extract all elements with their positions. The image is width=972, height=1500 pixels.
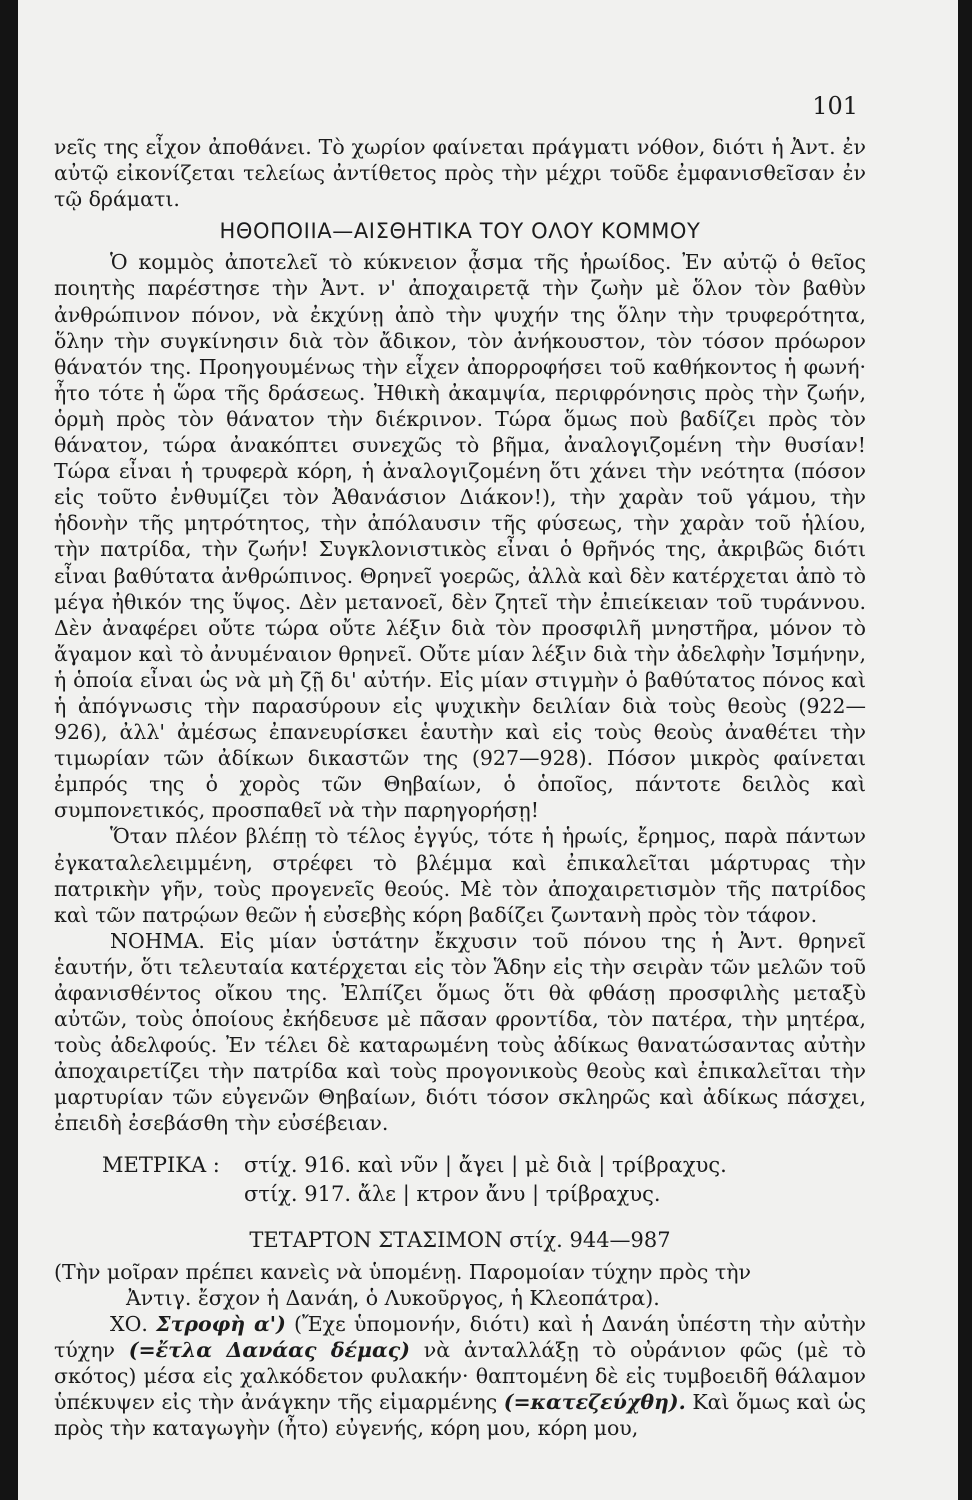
note-line-1: (Τὴν μοῖραν πρέπει κανεὶς νὰ ὑπομένῃ. Παρομοίαν τύχην πρὸς τὴν: [54, 1259, 751, 1284]
chorus-quote-1: (=ἔτλα Δανάας δέμας): [128, 1337, 410, 1362]
metrika-line-2: στίχ. 917. ἄλε | κτρον ἄνυ | τρίβραχυς.: [244, 1181, 661, 1206]
noima-label: ΝΟΗΜΑ.: [110, 928, 205, 953]
chorus-quote-2: (=κατεζεύχθη).: [503, 1390, 686, 1415]
chorus-text-2: νὰ ἀνταλλάξῃ τὸ οὐράνιον φῶς (μὲ τὸ σκότος) μέσα εἰς χαλκόδετον φυλακήν· θαπτομένη δὲ εἰς τυμβοειδῆ θάλαμον ὑπέκυψεν εἰς τὴν ἀνάγκην τῆς εἱμαρμένης: [54, 1337, 866, 1415]
strophe-label: Στροφὴ α'): [156, 1311, 286, 1336]
chorus-label: ΧΟ.: [110, 1311, 148, 1336]
paragraph-kommos: Ὁ κομμὸς ἀποτελεῖ τὸ κύκνειον ᾆσμα τῆς ἡρωίδος. Ἐν αὐτῷ ὁ θεῖος ποιητὴς παρέστησε τὴν Ἀντ. ν' ἀποχαιρετᾷ τὴν ζωὴν μὲ ὅλον τὸν βαθὺν ἀνθρώπινον πόνον, νὰ ἐκχύνῃ ἀπὸ τὴν ψυχήν της ὅλην τὴν τρυφερότητα, ὅλην τὴν συγκίνησιν διὰ τὸν ἄδικον, τὸν ἀνήκουστον, τὸν τόσον πρόωρον θάνατόν της. Προηγουμένως τὴν εἶχεν ἀπορροφήσει τοῦ καθήκοντος ἡ φωνή· ἦτο τότε ἡ ὥρα τῆς δράσεως. Ἠθικὴ ἀκαμψία, περιφρόνησις πρὸς τὴν ζωήν, ὁρμὴ πρὸς τὸν θάνατον τὴν διέκρινον. Τώρα ὅμως ποὺ βαδίζει πρὸς τὸν θάνατον, τώρα ἀνακόπτει συνεχῶς τὸ βῆμα, ἀναλογιζομένη τὴν θυσίαν! Τώρα εἶναι ἡ τρυφερὰ κόρη, ἡ ἀναλογιζομένη ὅτι χάνει τὴν νεότητα (πόσον εἰς τοῦτο ἐνθυμίζει τὸν Ἀθανάσιον Διάκον!), τὴν χαρὰν τοῦ γάμου, τὴν ἡδονὴν τῆς μητρότητος, τὴν ἀπόλαυσιν τῆς φύσεως, τὴν χαρὰν τοῦ ἡλίου, τὴν πατρίδα, τὴν ζωήν! Συγκλονιστικὸς εἶναι ὁ θρῆνός της, ἀκριβῶς διότι εἶναι βαθύτατα ἀνθρώπινος. Θρηνεῖ γοερῶς, ἀλλὰ καὶ δὲν κατέρχεται ἀπὸ τὸ μέγα ἠθικόν της ὕψος. Δὲν μετανοεῖ, δὲν ζητεῖ τὴν ἐπιείκειαν τοῦ τυράννου. Δὲν ἀναφέρει οὔτε τώρα οὔτε λέξιν διὰ τὸν προσφιλῆ μνηστῆρα, μόνον τὸ ἄγαμον καὶ τὸ ἀνυμέναιον θρηνεῖ. Οὔτε μίαν λέξιν διὰ τὴν ἀδελφὴν Ἰσμήνην, ἡ ὁποία εἶναι ὡς νὰ μὴ ζῇ δι' αὐτήν. Εἰς μίαν στιγμὴν ὁ βαθύτατος πόνος καὶ ἡ ἀπόγνωσις τὴν παρασύρουν εἰς ψυχικὴν δειλίαν διὰ τοὺς θεοὺς (922—926), ἀλλ' ἀμέσως ἐπανευρίσκει ἑαυτὴν καὶ εἰς τοὺς θεοὺς ἀναθέτει τὴν τιμωρίαν τῶν ἀδίκων δικαστῶν της (927—928). Πόσον μικρὸς φαίνεται ἐμπρός της ὁ χορὸς τῶν Θηβαίων, ὁ ὁποῖος, πάντοτε δειλὸς καὶ συμπονετικός, προσπαθεῖ νὰ τὴν παρηγορήσῃ!: [54, 250, 866, 823]
stasimon-note: [54, 1259, 866, 1311]
metrika-row-1: [54, 1151, 866, 1180]
scan-edge-left: [0, 0, 18, 1500]
metrika-line-1: στίχ. 916. καὶ νῦν | ἄγει | μὲ διὰ | τρίβραχυς.: [244, 1152, 727, 1177]
chorus-text-3: Καὶ ὅμως καὶ ὡς πρὸς τὴν καταγωγὴν (ἦτο) εὐγενής, κόρη μου, κόρη μου,: [54, 1390, 867, 1441]
paragraph-intro: νεῖς της εἶχον ἀποθάνει. Τὸ χωρίον φαίνεται πράγματι νόθον, διότι ἡ Ἀντ. ἐν αὐτῷ εἰκονίζεται τελείως ἀντίθετος πρὸς τὴν μέχρι τοῦδε ἐμφανισθεῖσαν ἐν τῷ δράματι.: [54, 135, 866, 212]
scan-edge-right: [958, 0, 972, 1500]
chorus-text-1: (Ἔχε ὑπομονήν, διότι) καὶ ἡ Δανάη ὑπέστη τὴν αὐτὴν τύχην: [54, 1311, 867, 1362]
metrika-row-2: [54, 1180, 866, 1209]
page-body: [54, 134, 866, 1441]
paragraph-chorus: [54, 1311, 866, 1441]
paragraph-end: Ὅταν πλέον βλέπῃ τὸ τέλος ἐγγύς, τότε ἡ ἡρωίς, ἔρημος, παρὰ πάντων ἐγκαταλελειμμένη, στρέφει τὸ βλέμμα καὶ ἐπικαλεῖται μάρτυρας τὴν πατρικὴν γῆν, τοὺς προγενεῖς θεούς. Μὲ τὸν ἀποχαιρετισμὸν τῆς πατρίδος καὶ τῶν πατρῴων θεῶν ἡ εὐσεβὴς κόρη βαδίζει ζωντανὴ πρὸς τὸν τάφον.: [54, 824, 866, 927]
noima-text: Εἰς μίαν ὑστάτην ἔκχυσιν τοῦ πόνου της ἡ Ἀντ. θρηνεῖ ἑαυτήν, ὅτι τελευταία κατέρχεται εἰς τὸν Ἅδην εἰς τὴν σειρὰν τῶν μελῶν τοῦ ἀφανισθέντος οἴκου της. Ἐλπίζει ὅμως ὅτι θὰ φθάσῃ προσφιλὴς μεταξὺ αὐτῶν, τοὺς ὁποίους ἐκήδευσε μὲ πᾶσαν φροντίδα, τὸν πατέρα, τὴν μητέρα, τοὺς ἀδελφούς. Ἐν τέλει δὲ καταρωμένη τοὺς ἀδίκως θανατώσαντας αὐτὴν ἀποχαιρετίζει τὴν πατρίδα καὶ τοὺς προγονικοὺς θεοὺς καὶ ἐπικαλεῖται τὴν μαρτυρίαν τῶν εὐγενῶν Θηβαίων, διότι τόσον σκληρῶς καὶ ἀδίκως πάσχει, ἐπειδὴ ἐσεβάσθη τὴν εὐσέβειαν.: [54, 928, 866, 1136]
metrika-label: ΜΕΤΡΙΚΑ :: [102, 1152, 220, 1177]
page-number: 101: [812, 92, 858, 120]
metrika-block: [54, 1151, 866, 1209]
section-heading-stasimon: ΤΕΤΑΡΤΟΝ ΣΤΑΣΙΜΟΝ στίχ. 944—987: [249, 1227, 671, 1252]
paragraph-noima: [54, 928, 866, 1137]
section-heading-ethopoiia: ΗΘΟΠΟΙΙΑ—ΑΙΣΘΗΤΙΚΑ ΤΟΥ ΟΛΟΥ ΚΟΜΜΟΥ: [219, 219, 701, 244]
note-line-2: Ἀντιγ. ἔσχον ἡ Δανάη, ὁ Λυκοῦργος, ἡ Κλεοπάτρα).: [126, 1285, 660, 1310]
